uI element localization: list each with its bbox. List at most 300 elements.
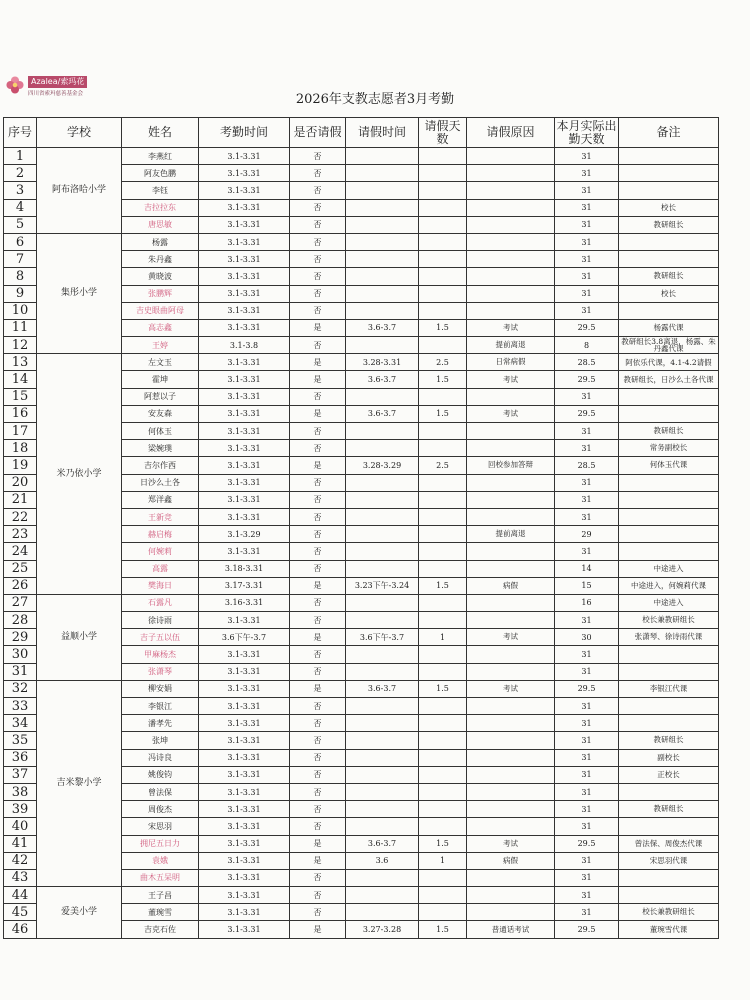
actual-cell: 31 bbox=[555, 302, 619, 319]
leave-time-cell bbox=[346, 801, 419, 818]
leave-days-cell: 1.5 bbox=[419, 577, 467, 594]
seq-cell: 45 bbox=[4, 904, 37, 921]
leave-cell: 否 bbox=[290, 887, 346, 904]
leave-time-cell bbox=[346, 199, 419, 216]
period-cell: 3.1-3.8 bbox=[199, 337, 290, 354]
seq-cell: 3 bbox=[4, 182, 37, 199]
period-cell: 3.1-3.31 bbox=[199, 354, 290, 371]
name-cell: 拥尼五日力 bbox=[122, 835, 199, 852]
name-cell: 唐思敏 bbox=[122, 216, 199, 233]
reason-cell bbox=[467, 182, 555, 199]
leave-time-cell bbox=[346, 749, 419, 766]
reason-cell bbox=[467, 233, 555, 250]
actual-cell: 29.5 bbox=[555, 319, 619, 336]
period-cell: 3.1-3.31 bbox=[199, 199, 290, 216]
reason-cell bbox=[467, 560, 555, 577]
name-cell: 石露凡 bbox=[122, 594, 199, 611]
leave-days-cell bbox=[419, 698, 467, 715]
leave-days-cell bbox=[419, 869, 467, 886]
leave-cell: 否 bbox=[290, 508, 346, 525]
name-cell: 左文玉 bbox=[122, 354, 199, 371]
actual-cell: 31 bbox=[555, 749, 619, 766]
period-cell: 3.1-3.31 bbox=[199, 508, 290, 525]
leave-cell: 否 bbox=[290, 216, 346, 233]
note-cell bbox=[619, 302, 719, 319]
leave-time-cell bbox=[346, 887, 419, 904]
seq-cell: 38 bbox=[4, 783, 37, 800]
seq-cell: 2 bbox=[4, 165, 37, 182]
period-cell: 3.1-3.31 bbox=[199, 440, 290, 457]
period-cell: 3.1-3.31 bbox=[199, 663, 290, 680]
period-cell: 3.1-3.31 bbox=[199, 216, 290, 233]
name-cell: 张鹏辉 bbox=[122, 285, 199, 302]
name-cell: 阿友色鹏 bbox=[122, 165, 199, 182]
seq-cell: 41 bbox=[4, 835, 37, 852]
leave-cell: 否 bbox=[290, 251, 346, 268]
header-seq: 序号 bbox=[4, 118, 37, 148]
name-cell: 李燕红 bbox=[122, 148, 199, 165]
name-cell: 吉史眼曲阿母 bbox=[122, 302, 199, 319]
seq-cell: 4 bbox=[4, 199, 37, 216]
header-school: 学校 bbox=[37, 118, 122, 148]
actual-cell: 8 bbox=[555, 337, 619, 354]
actual-cell: 31 bbox=[555, 698, 619, 715]
actual-cell: 31 bbox=[555, 869, 619, 886]
actual-cell: 31 bbox=[555, 508, 619, 525]
name-cell: 何体玉 bbox=[122, 423, 199, 440]
seq-cell: 36 bbox=[4, 749, 37, 766]
leave-time-cell bbox=[346, 440, 419, 457]
note-cell bbox=[619, 388, 719, 405]
period-cell: 3.1-3.31 bbox=[199, 852, 290, 869]
leave-days-cell bbox=[419, 148, 467, 165]
actual-cell: 29.5 bbox=[555, 835, 619, 852]
leave-time-cell: 3.27-3.28 bbox=[346, 921, 419, 938]
seq-cell: 35 bbox=[4, 732, 37, 749]
reason-cell bbox=[467, 491, 555, 508]
period-cell: 3.1-3.31 bbox=[199, 491, 290, 508]
reason-cell: 提前离退 bbox=[467, 526, 555, 543]
period-cell: 3.1-3.31 bbox=[199, 732, 290, 749]
leave-cell: 否 bbox=[290, 474, 346, 491]
leave-time-cell bbox=[346, 285, 419, 302]
leave-time-cell bbox=[346, 560, 419, 577]
leave-days-cell: 1 bbox=[419, 852, 467, 869]
note-cell bbox=[619, 818, 719, 835]
leave-cell: 否 bbox=[290, 491, 346, 508]
leave-time-cell bbox=[346, 337, 419, 354]
seq-cell: 33 bbox=[4, 698, 37, 715]
leave-cell: 否 bbox=[290, 646, 346, 663]
leave-cell: 否 bbox=[290, 594, 346, 611]
leave-time-cell: 3.28-3.29 bbox=[346, 457, 419, 474]
note-cell: 何体玉代课 bbox=[619, 457, 719, 474]
note-cell bbox=[619, 182, 719, 199]
period-cell: 3.1-3.31 bbox=[199, 285, 290, 302]
leave-cell: 否 bbox=[290, 732, 346, 749]
leave-time-cell bbox=[346, 646, 419, 663]
leave-cell: 否 bbox=[290, 388, 346, 405]
seq-cell: 14 bbox=[4, 371, 37, 388]
leave-days-cell bbox=[419, 251, 467, 268]
period-cell: 3.1-3.31 bbox=[199, 921, 290, 938]
note-cell: 教研组长 bbox=[619, 216, 719, 233]
seq-cell: 21 bbox=[4, 491, 37, 508]
seq-cell: 42 bbox=[4, 852, 37, 869]
header-actual: 本月实际出勤天数 bbox=[556, 118, 617, 146]
actual-cell: 15 bbox=[555, 577, 619, 594]
logo-sub-text: 四川省索玛慈善基金会 bbox=[28, 91, 84, 97]
leave-cell: 否 bbox=[290, 766, 346, 783]
actual-cell: 31 bbox=[555, 904, 619, 921]
leave-days-cell bbox=[419, 646, 467, 663]
reason-cell bbox=[467, 904, 555, 921]
leave-days-cell bbox=[419, 440, 467, 457]
school-cell: 益顺小学 bbox=[37, 594, 122, 680]
period-cell: 3.1-3.31 bbox=[199, 887, 290, 904]
reason-cell bbox=[467, 508, 555, 525]
reason-cell bbox=[467, 148, 555, 165]
seq-cell: 15 bbox=[4, 388, 37, 405]
period-cell: 3.1-3.31 bbox=[199, 766, 290, 783]
note-cell: 教研组长 bbox=[619, 423, 719, 440]
leave-time-cell: 3.6-3.7 bbox=[346, 405, 419, 422]
school-cell: 吉米黎小学 bbox=[37, 680, 122, 886]
school-cell: 集彤小学 bbox=[37, 233, 122, 353]
name-cell: 梁婉璞 bbox=[122, 440, 199, 457]
leave-time-cell bbox=[346, 233, 419, 250]
leave-time-cell: 3.6-3.7 bbox=[346, 680, 419, 697]
seq-cell: 18 bbox=[4, 440, 37, 457]
leave-cell: 否 bbox=[290, 698, 346, 715]
reason-cell: 考试 bbox=[467, 319, 555, 336]
name-cell: 樊海日 bbox=[122, 577, 199, 594]
period-cell: 3.1-3.31 bbox=[199, 698, 290, 715]
actual-cell: 31 bbox=[555, 543, 619, 560]
leave-time-cell bbox=[346, 182, 419, 199]
table-row bbox=[4, 148, 719, 165]
seq-cell: 25 bbox=[4, 560, 37, 577]
note-cell bbox=[619, 698, 719, 715]
name-cell: 吉尔作西 bbox=[122, 457, 199, 474]
name-cell: 李银江 bbox=[122, 698, 199, 715]
actual-cell: 31 bbox=[555, 766, 619, 783]
actual-cell: 31 bbox=[555, 268, 619, 285]
name-cell: 霍坤 bbox=[122, 371, 199, 388]
period-cell: 3.1-3.31 bbox=[199, 904, 290, 921]
reason-cell bbox=[467, 216, 555, 233]
reason-cell: 提前离退 bbox=[467, 337, 555, 354]
leave-days-cell bbox=[419, 818, 467, 835]
leave-time-cell: 3.6-3.7 bbox=[346, 319, 419, 336]
leave-cell: 否 bbox=[290, 182, 346, 199]
note-cell bbox=[619, 887, 719, 904]
name-cell: 柳安娟 bbox=[122, 680, 199, 697]
seq-cell: 19 bbox=[4, 457, 37, 474]
leave-cell: 是 bbox=[290, 405, 346, 422]
leave-cell: 否 bbox=[290, 783, 346, 800]
reason-cell bbox=[467, 801, 555, 818]
note-cell bbox=[619, 508, 719, 525]
reason-cell bbox=[467, 612, 555, 629]
attendance-table bbox=[3, 117, 719, 939]
name-cell: 张坤 bbox=[122, 732, 199, 749]
note-cell bbox=[619, 251, 719, 268]
leave-days-cell bbox=[419, 216, 467, 233]
actual-cell: 29.5 bbox=[555, 405, 619, 422]
name-cell: 安友森 bbox=[122, 405, 199, 422]
name-cell: 张潇琴 bbox=[122, 663, 199, 680]
leave-days-cell bbox=[419, 904, 467, 921]
period-cell: 3.6下午-3.7 bbox=[199, 629, 290, 646]
leave-cell: 否 bbox=[290, 749, 346, 766]
name-cell: 甲麻杨杰 bbox=[122, 646, 199, 663]
leave-days-cell bbox=[419, 285, 467, 302]
leave-cell: 否 bbox=[290, 543, 346, 560]
note-cell: 教研组长 bbox=[619, 732, 719, 749]
header-reason: 请假原因 bbox=[467, 118, 555, 148]
seq-cell: 8 bbox=[4, 268, 37, 285]
page-title: 2026年支教志愿者3月考勤 bbox=[295, 92, 455, 107]
reason-cell bbox=[467, 732, 555, 749]
note-cell: 中途进入，何婉莉代课 bbox=[619, 577, 719, 594]
note-cell: 副校长 bbox=[619, 749, 719, 766]
actual-cell: 31 bbox=[555, 148, 619, 165]
leave-cell: 否 bbox=[290, 612, 346, 629]
leave-time-cell: 3.6-3.7 bbox=[346, 835, 419, 852]
name-cell: 朱丹鑫 bbox=[122, 251, 199, 268]
period-cell: 3.1-3.31 bbox=[199, 268, 290, 285]
reason-cell: 病假 bbox=[467, 852, 555, 869]
leave-days-cell bbox=[419, 783, 467, 800]
reason-cell: 日常病假 bbox=[467, 354, 555, 371]
header-leave-days: 请假天数 bbox=[419, 118, 467, 148]
period-cell: 3.1-3.31 bbox=[199, 388, 290, 405]
table-row bbox=[4, 594, 719, 611]
reason-cell bbox=[467, 887, 555, 904]
period-cell: 3.1-3.31 bbox=[199, 680, 290, 697]
actual-cell: 31 bbox=[555, 612, 619, 629]
name-cell: 李钰 bbox=[122, 182, 199, 199]
seq-cell: 27 bbox=[4, 594, 37, 611]
leave-time-cell: 3.23下午-3.24 bbox=[346, 577, 419, 594]
reason-cell bbox=[467, 869, 555, 886]
leave-time-cell bbox=[346, 216, 419, 233]
leave-cell: 是 bbox=[290, 354, 346, 371]
actual-cell: 31 bbox=[555, 887, 619, 904]
leave-time-cell bbox=[346, 526, 419, 543]
period-cell: 3.1-3.31 bbox=[199, 182, 290, 199]
name-cell: 赫启梅 bbox=[122, 526, 199, 543]
leave-days-cell: 2.5 bbox=[419, 457, 467, 474]
leave-cell: 是 bbox=[290, 577, 346, 594]
leave-days-cell bbox=[419, 594, 467, 611]
seq-cell: 40 bbox=[4, 818, 37, 835]
table-row bbox=[4, 680, 719, 697]
note-cell: 校长兼教研组长 bbox=[619, 904, 719, 921]
leave-days-cell bbox=[419, 491, 467, 508]
period-cell: 3.1-3.31 bbox=[199, 646, 290, 663]
actual-cell: 29.5 bbox=[555, 371, 619, 388]
name-cell: 徐诗雨 bbox=[122, 612, 199, 629]
seq-cell: 11 bbox=[4, 319, 37, 336]
reason-cell: 考试 bbox=[467, 680, 555, 697]
name-cell: 王新竞 bbox=[122, 508, 199, 525]
actual-cell: 29.5 bbox=[555, 921, 619, 938]
leave-time-cell bbox=[346, 904, 419, 921]
leave-days-cell bbox=[419, 526, 467, 543]
actual-cell: 31 bbox=[555, 474, 619, 491]
reason-cell bbox=[467, 749, 555, 766]
name-cell: 吉拉拉东 bbox=[122, 199, 199, 216]
reason-cell bbox=[467, 818, 555, 835]
leave-days-cell: 1.5 bbox=[419, 921, 467, 938]
period-cell: 3.1-3.31 bbox=[199, 251, 290, 268]
actual-cell: 30 bbox=[555, 629, 619, 646]
name-cell: 日沙么土各 bbox=[122, 474, 199, 491]
note-cell bbox=[619, 646, 719, 663]
header-name: 姓名 bbox=[122, 118, 199, 148]
seq-cell: 6 bbox=[4, 233, 37, 250]
name-cell: 曲木五呆明 bbox=[122, 869, 199, 886]
leave-days-cell bbox=[419, 749, 467, 766]
leave-cell: 否 bbox=[290, 904, 346, 921]
seq-cell: 13 bbox=[4, 354, 37, 371]
leave-time-cell bbox=[346, 388, 419, 405]
name-cell: 冯诗良 bbox=[122, 749, 199, 766]
seq-cell: 23 bbox=[4, 526, 37, 543]
leave-time-cell bbox=[346, 732, 419, 749]
seq-cell: 44 bbox=[4, 887, 37, 904]
actual-cell: 31 bbox=[555, 285, 619, 302]
table-body bbox=[4, 148, 719, 939]
leave-cell: 否 bbox=[290, 526, 346, 543]
note-cell bbox=[619, 491, 719, 508]
seq-cell: 29 bbox=[4, 629, 37, 646]
seq-cell: 20 bbox=[4, 474, 37, 491]
note-cell: 常务副校长 bbox=[619, 440, 719, 457]
leave-days-cell: 1.5 bbox=[419, 835, 467, 852]
reason-cell: 考试 bbox=[467, 835, 555, 852]
reason-cell bbox=[467, 715, 555, 732]
name-cell: 黄晓波 bbox=[122, 268, 199, 285]
leave-days-cell bbox=[419, 423, 467, 440]
leave-cell: 否 bbox=[290, 440, 346, 457]
leave-time-cell: 3.6下午-3.7 bbox=[346, 629, 419, 646]
leave-days-cell: 1.5 bbox=[419, 319, 467, 336]
reason-cell bbox=[467, 766, 555, 783]
period-cell: 3.1-3.31 bbox=[199, 749, 290, 766]
reason-cell bbox=[467, 543, 555, 560]
period-cell: 3.1-3.31 bbox=[199, 818, 290, 835]
note-cell: 中途进入 bbox=[619, 560, 719, 577]
period-cell: 3.1-3.31 bbox=[199, 233, 290, 250]
leave-time-cell bbox=[346, 715, 419, 732]
reason-cell bbox=[467, 698, 555, 715]
actual-cell: 31 bbox=[555, 783, 619, 800]
reason-cell bbox=[467, 594, 555, 611]
note-cell: 张潇琴、徐诗雨代课 bbox=[619, 629, 719, 646]
period-cell: 3.1-3.31 bbox=[199, 474, 290, 491]
note-cell: 董琬雪代课 bbox=[619, 921, 719, 938]
actual-cell: 31 bbox=[555, 663, 619, 680]
leave-days-cell bbox=[419, 165, 467, 182]
seq-cell: 9 bbox=[4, 285, 37, 302]
leave-days-cell bbox=[419, 268, 467, 285]
period-cell: 3.17-3.31 bbox=[199, 577, 290, 594]
leave-time-cell bbox=[346, 251, 419, 268]
reason-cell bbox=[467, 199, 555, 216]
leave-time-cell bbox=[346, 491, 419, 508]
seq-cell: 7 bbox=[4, 251, 37, 268]
seq-cell: 26 bbox=[4, 577, 37, 594]
actual-cell: 31 bbox=[555, 852, 619, 869]
seq-cell: 30 bbox=[4, 646, 37, 663]
period-cell: 3.1-3.31 bbox=[199, 405, 290, 422]
header-note: 备注 bbox=[619, 118, 719, 148]
period-cell: 3.1-3.31 bbox=[199, 165, 290, 182]
leave-days-cell bbox=[419, 474, 467, 491]
period-cell: 3.1-3.31 bbox=[199, 783, 290, 800]
leave-time-cell bbox=[346, 302, 419, 319]
reason-cell bbox=[467, 302, 555, 319]
reason-cell: 考试 bbox=[467, 629, 555, 646]
period-cell: 3.1-3.31 bbox=[199, 869, 290, 886]
leave-time-cell bbox=[346, 543, 419, 560]
name-cell: 周俊杰 bbox=[122, 801, 199, 818]
note-cell: 杨露代课 bbox=[619, 319, 719, 336]
note-cell: 中途进入 bbox=[619, 594, 719, 611]
reason-cell: 回校参加答辩 bbox=[467, 457, 555, 474]
period-cell: 3.1-3.31 bbox=[199, 148, 290, 165]
leave-days-cell: 1.5 bbox=[419, 405, 467, 422]
name-cell: 曾法保 bbox=[122, 783, 199, 800]
leave-time-cell bbox=[346, 663, 419, 680]
leave-cell: 是 bbox=[290, 371, 346, 388]
actual-cell: 31 bbox=[555, 216, 619, 233]
reason-cell bbox=[467, 388, 555, 405]
reason-cell: 考试 bbox=[467, 405, 555, 422]
reason-cell bbox=[467, 251, 555, 268]
period-cell: 3.1-3.31 bbox=[199, 371, 290, 388]
note-cell bbox=[619, 526, 719, 543]
name-cell: 宋思羽 bbox=[122, 818, 199, 835]
reason-cell: 考试 bbox=[467, 371, 555, 388]
seq-cell: 46 bbox=[4, 921, 37, 938]
note-cell: 校长 bbox=[619, 199, 719, 216]
leave-cell: 是 bbox=[290, 852, 346, 869]
header-leave: 是否请假 bbox=[290, 118, 346, 148]
leave-time-cell bbox=[346, 423, 419, 440]
actual-cell: 16 bbox=[555, 594, 619, 611]
leave-days-cell bbox=[419, 388, 467, 405]
actual-cell: 31 bbox=[555, 801, 619, 818]
leave-cell: 是 bbox=[290, 835, 346, 852]
name-cell: 姚俊钧 bbox=[122, 766, 199, 783]
period-cell: 3.1-3.31 bbox=[199, 302, 290, 319]
leave-cell: 是 bbox=[290, 629, 346, 646]
reason-cell bbox=[467, 783, 555, 800]
period-cell: 3.1-3.31 bbox=[199, 612, 290, 629]
leave-time-cell bbox=[346, 508, 419, 525]
leave-cell: 否 bbox=[290, 818, 346, 835]
leave-cell: 否 bbox=[290, 869, 346, 886]
leave-cell: 否 bbox=[290, 337, 346, 354]
seq-cell: 16 bbox=[4, 405, 37, 422]
note-cell: 教研组长，日沙么土各代课 bbox=[619, 371, 719, 388]
leave-days-cell: 1 bbox=[419, 629, 467, 646]
actual-cell: 28.5 bbox=[555, 457, 619, 474]
